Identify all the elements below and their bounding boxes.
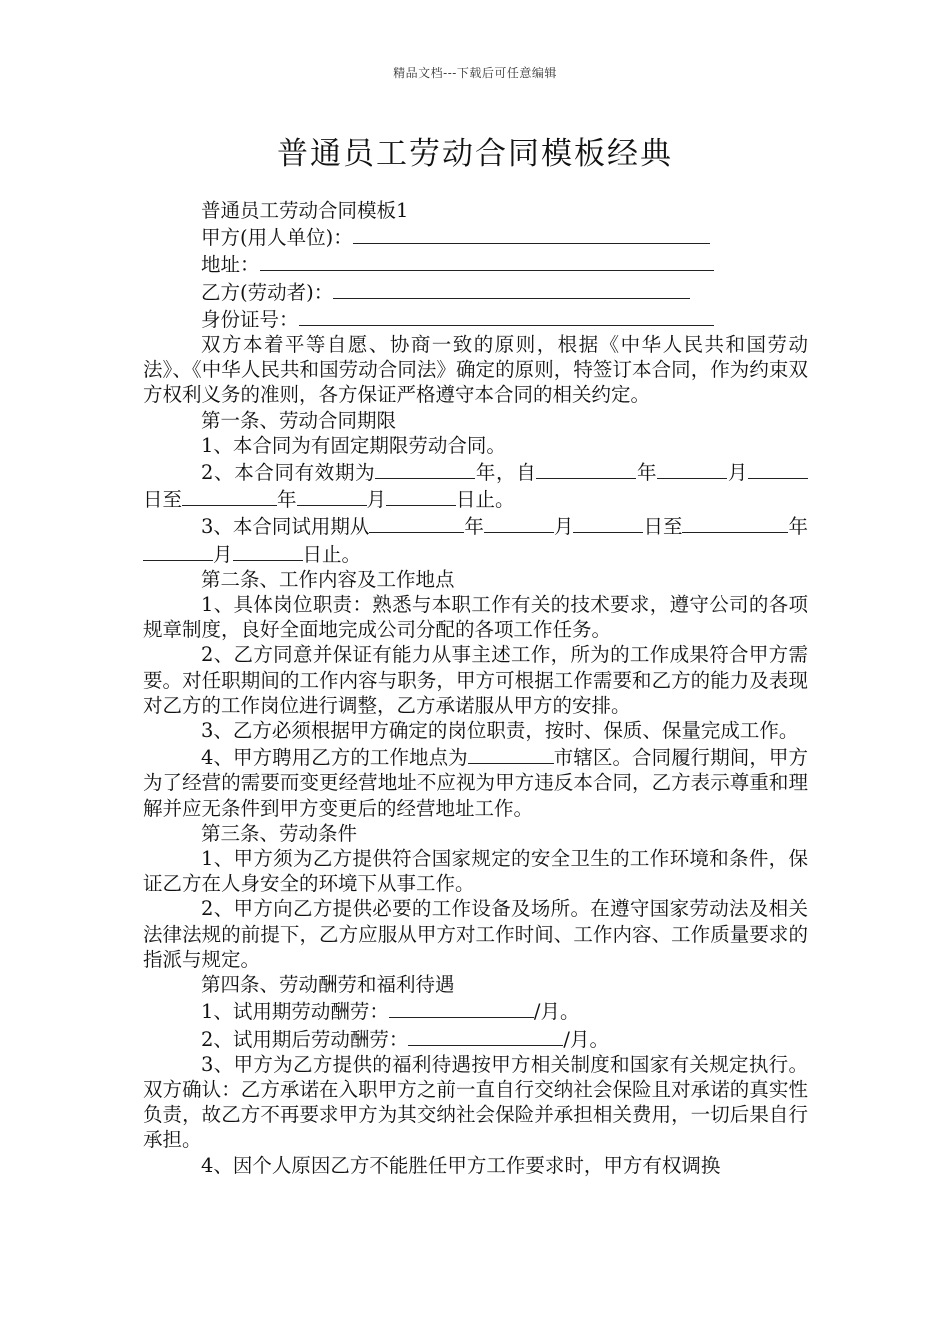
text-segment: /月。 (533, 1000, 580, 1024)
blank-field[interactable] (536, 458, 636, 479)
id-label: 身份证号： (201, 307, 299, 331)
text-segment: 日至 (143, 488, 183, 512)
blank-field[interactable] (752, 512, 788, 533)
text-segment: 日止。 (302, 542, 362, 566)
page-header: 精品文档---下载后可任意编辑 (393, 66, 557, 80)
article-1-item-3 (143, 512, 808, 566)
blank-field[interactable] (297, 485, 367, 506)
text-segment: 月 (553, 515, 574, 539)
party-a-label: 甲方(用人单位)： (201, 226, 353, 250)
article-2-item-3: 3、乙方必须根据甲方确定的岗位职责，按时、保质、保量完成工作。 (201, 719, 799, 743)
party-b-label: 乙方(劳动者)： (201, 280, 334, 304)
intro-paragraph: 双方本着平等自愿、协商一致的原则，根据《中华人民共和国劳动法》、《中华人民共和国劳动合同法》确定的原则，特签订本合同，作为约束双方权利义务的准则，各方保证严格遵守本合同的相关约定。 (143, 333, 808, 407)
article-4-item-3: 3、甲方为乙方提供的福利待遇按甲方相关制度和国家有关规定执行。双方确认：乙方承诺在入职甲方之前一直自行交纳社会保险且对承诺的真实性负责，故乙方不再要求甲方为其交纳社会保险并承担相关费用，一切后果自行承担。 (143, 1052, 808, 1152)
address-label: 地址： (201, 253, 260, 277)
article-3-heading: 第三条、劳动条件 (201, 821, 358, 845)
text-segment: 月 (366, 488, 387, 512)
article-3-item-2: 2、甲方向乙方提供必要的工作设备及场所。在遵守国家劳动法及相关法律法规的前提下，乙方应服从甲方对工作时间、工作内容、工作质量要求的指派与规定。 (143, 897, 808, 971)
blank-field[interactable] (657, 458, 727, 479)
blank-field[interactable] (682, 512, 752, 533)
text-segment: /月。 (563, 1027, 609, 1051)
article-2-heading: 第二条、工作内容及工作地点 (201, 567, 455, 591)
blank-field[interactable] (772, 458, 808, 479)
text-segment: 年 (277, 488, 297, 512)
address-field[interactable] (260, 250, 714, 271)
text-segment: 2、试用期后劳动酬劳： (201, 1027, 409, 1051)
id-line (143, 305, 808, 332)
article-4-item-2 (143, 1025, 808, 1052)
text-segment: 年 (636, 461, 658, 485)
id-field[interactable] (299, 305, 714, 326)
text-segment: 月 (727, 461, 748, 485)
text-segment: 4、甲方聘用乙方的工作地点为 (201, 746, 468, 770)
party-b-line (143, 278, 808, 305)
contract-subtitle: 普通员工劳动合同模板1 (201, 199, 409, 222)
text-segment: 月 (213, 542, 233, 566)
article-1-heading: 第一条、劳动合同期限 (201, 408, 397, 432)
blank-field[interactable] (386, 485, 456, 506)
text-segment: 日止。 (456, 488, 515, 512)
blank-field[interactable] (375, 458, 475, 479)
party-b-field[interactable] (333, 278, 690, 299)
article-2-item-4 (143, 743, 808, 821)
article-1-item-1: 1、本合同为有固定期限劳动合同。 (201, 433, 506, 457)
text-segment: 年 (464, 515, 484, 539)
party-a-line (143, 223, 808, 250)
text-segment: 1、试用期劳动酬劳： (201, 1000, 389, 1024)
blank-field[interactable] (573, 512, 643, 533)
workplace-field[interactable] (468, 743, 554, 764)
article-4-item-1 (143, 997, 808, 1024)
article-2-item-2: 2、乙方同意并保证有能力从事主述工作，所为的工作成果符合甲方需要。对任职期间的工作内容与职务，甲方可根据工作需要和乙方的能力及表现对乙方的工作岗位进行调整，乙方承诺服从甲方的安排。 (143, 643, 808, 717)
article-4-heading: 第四条、劳动酬劳和福利待遇 (201, 973, 455, 997)
text-segment: 日至 (643, 515, 683, 539)
article-4-item-4: 4、因个人原因乙方不能胜任甲方工作要求时，甲方有权调换 (201, 1153, 721, 1177)
article-2-item-1: 1、具体岗位职责：熟悉与本职工作有关的技术要求，遵守公司的各项规章制度，良好全面地完成公司分配的各项工作任务。 (143, 593, 808, 642)
address-line (143, 250, 808, 277)
blank-field[interactable] (182, 485, 277, 506)
document-body (143, 198, 808, 1178)
blank-field[interactable] (748, 458, 772, 479)
blank-field[interactable] (143, 540, 213, 561)
text-segment: 市辖区。合同履行期间，甲方为了经营的需要而变更经营地址不应视为甲方违反本合同，乙方表示尊重和理解并应无条件到甲方变更后的经营地址工作。 (143, 746, 808, 820)
blank-field[interactable] (369, 512, 464, 533)
article-3-item-1: 1、甲方须为乙方提供符合国家规定的安全卫生的工作环境和条件，保证乙方在人身安全的环境下从事工作。 (143, 847, 808, 896)
text-segment: 年 (788, 515, 808, 539)
text-segment: 2、本合同有效期为 (201, 461, 376, 485)
article-1-item-2 (143, 458, 808, 512)
regular-salary-field[interactable] (408, 1025, 563, 1046)
probation-salary-field[interactable] (389, 997, 534, 1018)
text-segment: 年，自 (475, 461, 537, 485)
blank-field[interactable] (233, 540, 303, 561)
blank-field[interactable] (484, 512, 554, 533)
text-segment: 3、本合同试用期从 (201, 515, 370, 539)
document-title: 普通员工劳动合同模板经典 (277, 136, 673, 172)
party-a-field[interactable] (353, 223, 710, 244)
